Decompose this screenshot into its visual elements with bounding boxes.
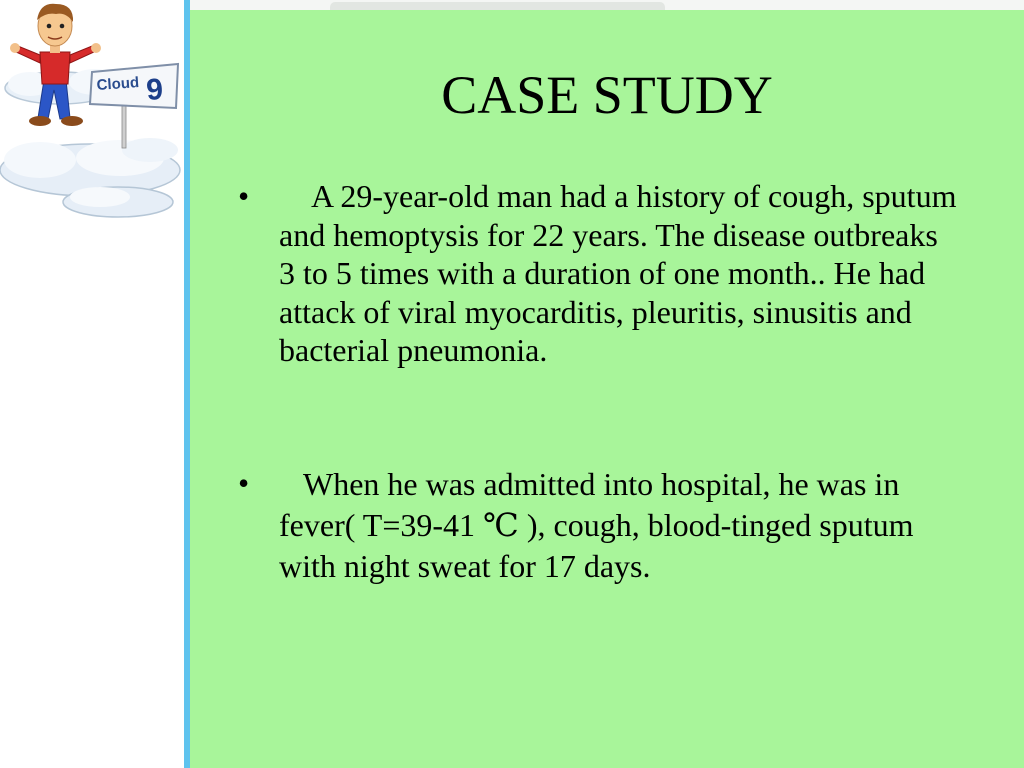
sign-text: Cloud — [96, 74, 140, 94]
bullet-text: A 29-year-old man had a history of cough, sputum and hemoptysis for 22 years. The disease outbreaks 3 to 5 times with a duration of one month.. He had attack of viral myocarditis, pleuritis, sinusitis and bacterial pneumonia. — [279, 178, 957, 368]
sign-icon — [90, 64, 178, 108]
bullet-item — [238, 464, 958, 587]
slide-title: CASE STUDY — [441, 65, 773, 125]
bullet-marker: • — [238, 178, 250, 214]
person-icon — [10, 4, 101, 126]
bullet-text: When he was admitted into hospital, he was in fever( T=39-41 ℃ ), cough, blood-tinged sputum with night sweat for 17 days. — [279, 466, 914, 584]
cloud-icon — [63, 187, 173, 217]
cloud-nine-clipart — [0, 0, 185, 230]
cloud-icon — [0, 138, 180, 196]
sign-pole — [122, 100, 126, 148]
bullet-item — [238, 177, 958, 370]
sign-number: 9 — [145, 72, 165, 107]
bullet-marker: • — [238, 465, 250, 501]
